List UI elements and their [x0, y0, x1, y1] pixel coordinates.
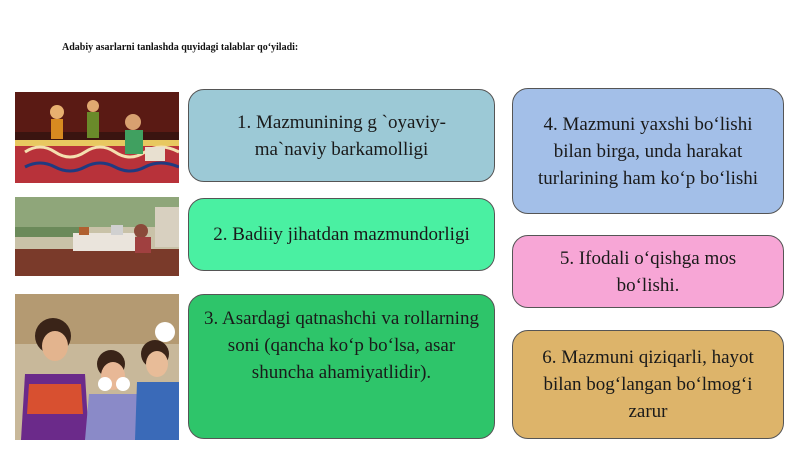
requirement-card-6: 6. Mazmuni qiziqarli, hayot bilan bog‘langan bo‘lmog‘i zarur: [512, 330, 784, 439]
requirement-card-4: 4. Mazmuni yaxshi bo‘lishi bilan birga, unda harakat turlarining ham ko‘p bo‘lishi: [512, 88, 784, 214]
puppet-theatre-photo: [15, 92, 179, 183]
children-puppet-photo: [15, 294, 179, 440]
requirement-card-1: 1. Mazmunining g `oyaviy-ma`naviy barkamolligi: [188, 89, 495, 182]
requirement-card-3: 3. Asardagi qatnashchi va rollarning soni (qancha ko‘p bo‘lsa, asar shuncha ahamiyatlidir).: [188, 294, 495, 439]
page-heading: Adabiy asarlarni tanlashda quyidagi talablar qo‘yiladi:: [62, 42, 299, 53]
requirement-card-2: 2. Badiiy jihatdan mazmundorligi: [188, 198, 495, 271]
requirement-card-5: 5. Ifodali o‘qishga mos bo‘lishi.: [512, 235, 784, 308]
classroom-table-photo: [15, 197, 179, 276]
